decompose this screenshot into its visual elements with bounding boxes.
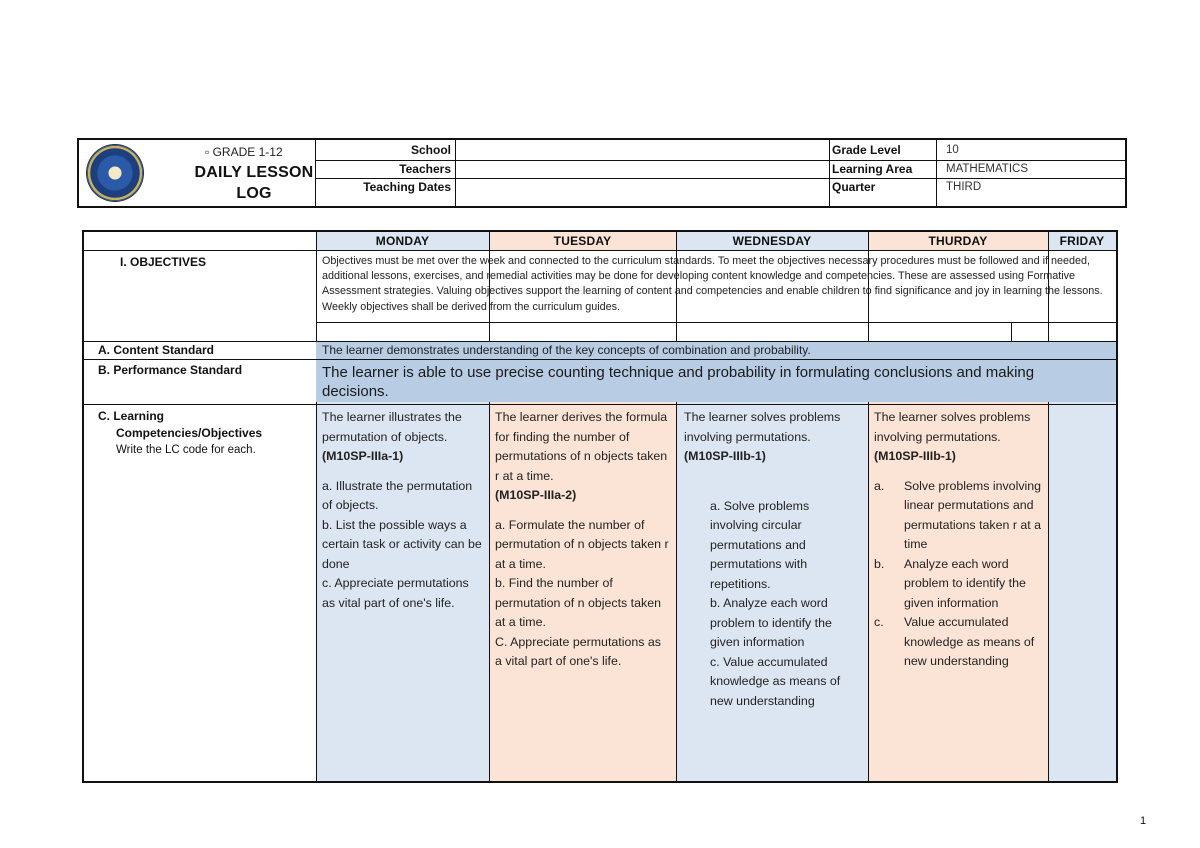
label-column xyxy=(84,232,316,781)
day-header-thursday: THURDAY xyxy=(928,234,988,248)
header-grade-block xyxy=(829,140,1126,206)
performance-standard-cell xyxy=(316,360,1116,402)
deped-seal-logo xyxy=(87,145,143,201)
document-title: DAILY LESSON LOG xyxy=(194,164,314,202)
grade-line: ▫ GRADE 1-12 xyxy=(205,145,283,159)
page-number: 1 xyxy=(1140,815,1147,827)
learning-area-label: Learning Area xyxy=(832,162,913,176)
teachers-label: Teachers xyxy=(399,162,451,176)
learning-area-value: MATHEMATICS xyxy=(946,163,1028,175)
performance-standard-label: B. Performance Standard xyxy=(98,363,243,377)
grade-level-label: Grade Level xyxy=(832,143,901,157)
day-header-tuesday: TUESDAY xyxy=(553,234,612,248)
header-school-block xyxy=(315,140,829,206)
content-standard-cell xyxy=(316,342,1116,359)
competencies-label: C. Learning Competencies/Objectives Write the LC code for each. xyxy=(98,409,263,456)
objectives-label: I. OBJECTIVES xyxy=(120,255,207,269)
lesson-log-table xyxy=(82,230,1118,783)
day-header-friday: FRIDAY xyxy=(1059,234,1105,248)
school-label: School xyxy=(410,143,451,157)
quarter-value: THIRD xyxy=(946,181,982,193)
monday-competencies: The learner illustrates the permutation of objects. (M10SP-IIIa-1) a. Illustrate the permutation of objects. b. List the possible ways a certain task or activity can be done c. Appreciate permutations as vital part of one's life. xyxy=(322,410,482,610)
day-header-monday: MONDAY xyxy=(375,234,430,248)
content-standard-label: A. Content Standard xyxy=(98,343,214,357)
teaching-dates-label: Teaching Dates xyxy=(363,180,451,194)
grade-level-value: 10 xyxy=(946,144,959,156)
logo-cell xyxy=(79,140,316,206)
wednesday-competencies: The learner solves problems involving permutations. (M10SP-IIIb-1) a. Solve problems involving circular permutations and permutations with repetitions. b. Analyze each word problem to identify the given information c. Value accumulated knowledge as means of new understanding xyxy=(684,410,841,708)
tuesday-competencies: The learner derives the formula for finding the number of permutations of n objects taken r at a time. (M10SP-IIIa-2) a. Formulate the number of permutation of n objects taken r at a time. b. Find the number of permutation of n objects taken at a time. C. Appreciate permutations as a vital part of one's life. xyxy=(495,410,669,668)
header-table xyxy=(77,138,1127,208)
performance-standard-text: The learner is able to use precise counting technique and probability in formulating conclusions and making decisions. xyxy=(322,364,1035,400)
day-header-wednesday: WEDNESDAY xyxy=(732,234,812,248)
content-standard-text: The learner demonstrates understanding of the key concepts of combination and probability. xyxy=(322,343,811,357)
thursday-competencies: The learner solves problems involving permutations. (M10SP-IIIb-1) a. Solve problems involving linear permutations and permutations taken r at a time b. Analyze each word problem to identify the given information c. Value accumulated knowledge as means of new understanding xyxy=(874,410,1042,668)
quarter-label: Quarter xyxy=(832,180,876,194)
objectives-text: Objectives must be met over the week and connected to the curriculum standards. To meet the objectives necessary procedures must be followed and if needed, additional lessons, exercises, and remedial activities may be done for developing content knowledge and competencies. These are assessed using Formative Assessment strategies. Valuing objectives support the learning of content and competencies and enable children to find significance and joy in learning the lessons. Weekly objectives shall be derived from the curriculum guides. xyxy=(322,255,1103,313)
